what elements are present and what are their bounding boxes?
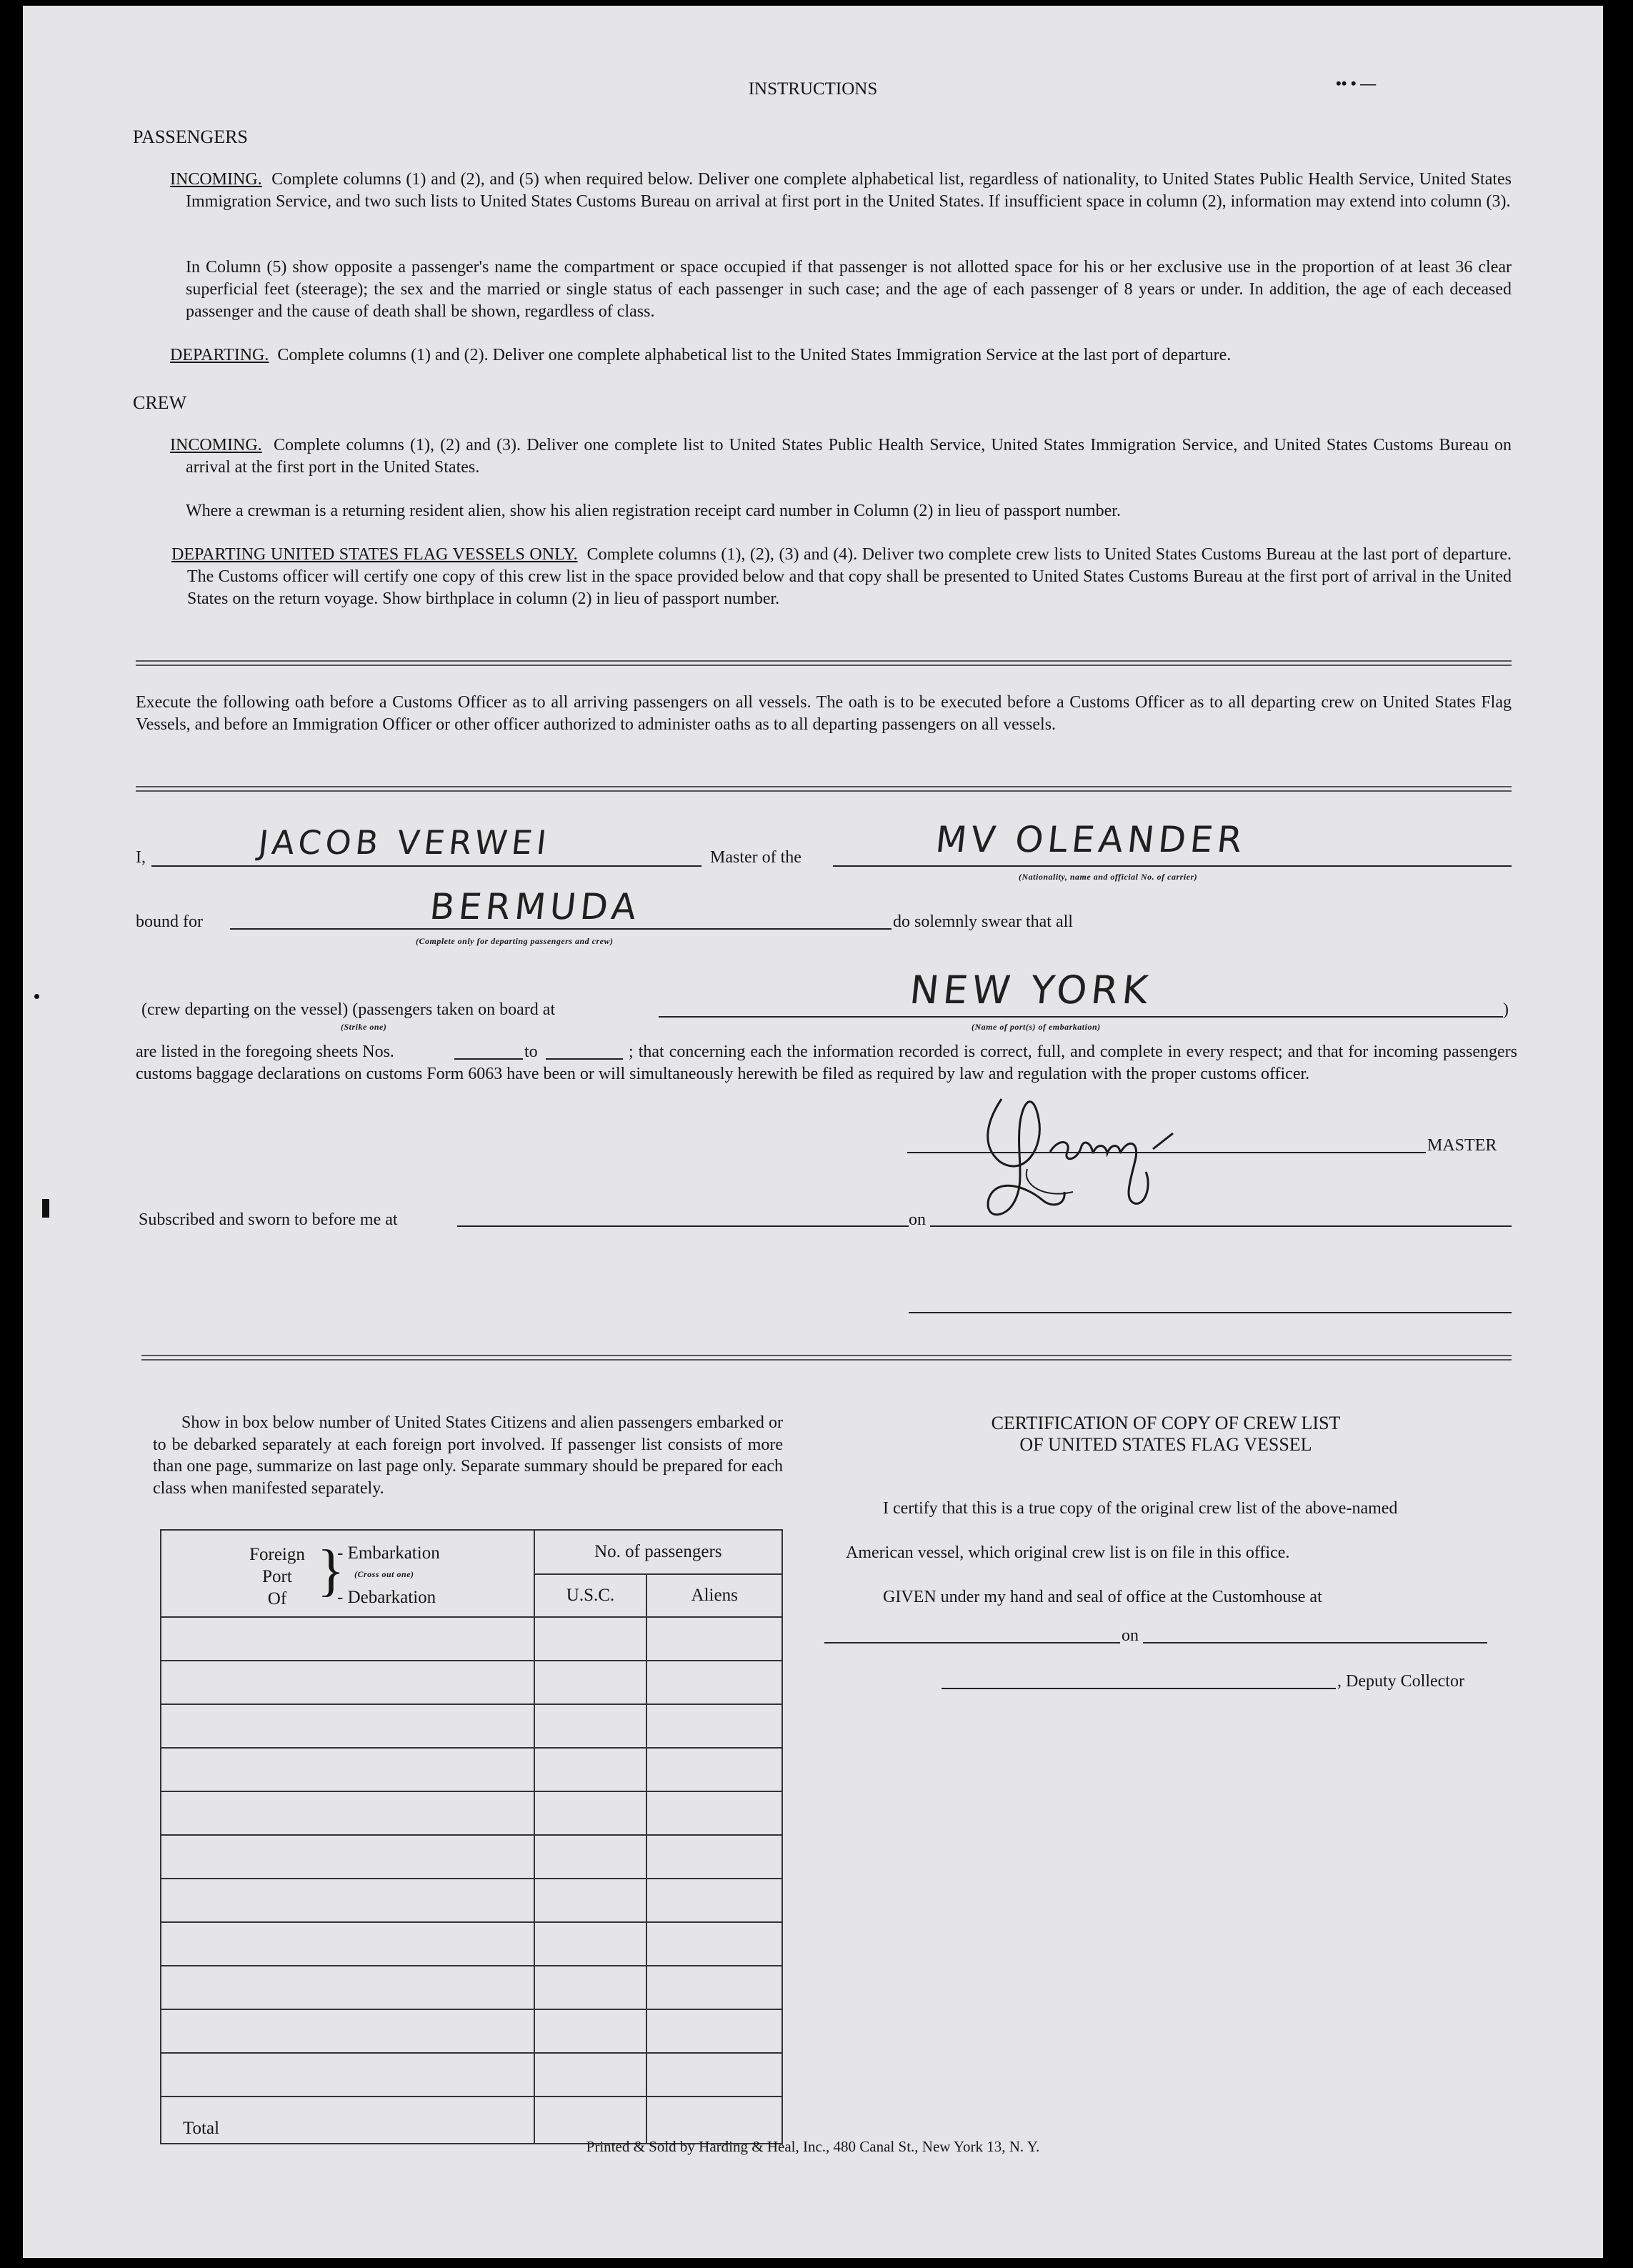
- usc-cell[interactable]: [534, 1704, 647, 1748]
- subscribed-place-line[interactable]: [457, 1225, 909, 1227]
- no-of-passengers-header: No. of passengers: [534, 1530, 782, 1574]
- usc-header: U.S.C.: [534, 1574, 647, 1617]
- aliens-total-cell[interactable]: [646, 2097, 782, 2144]
- master-name-line: [151, 865, 701, 867]
- master-name[interactable]: JACOB VERWEI: [256, 823, 553, 862]
- foreign-label: Foreign: [249, 1545, 305, 1564]
- subscribed-label: Subscribed and sworn to before me at: [139, 1210, 398, 1229]
- passengers-departing-paragraph: [170, 344, 1512, 367]
- port-cell[interactable]: [161, 1879, 534, 1922]
- crew-departing-paragraph: [171, 544, 1512, 610]
- master-label: MASTER: [1427, 1136, 1497, 1155]
- column5-paragraph: In Column (5) show opposite a passenger's name the compartment or space occupied if that passenger is not allotted space for his or her exclusive use in the proportion of at least 36 clear superficial feet (steerage); the sex and the married or single status of each passenger in such case; and the age of each passenger of 8 years or under. In addition, the age of each deceased passenger and the cause of death shall be shown, regardless of class.: [186, 258, 1512, 321]
- strike-caption: (Strike one): [341, 1022, 387, 1032]
- table-row: [161, 1791, 782, 1835]
- aliens-cell[interactable]: [646, 1791, 782, 1835]
- passengers-departing-text: Complete columns (1) and (2). Deliver one complete alphabetical list to the United States Immigration Service at the last port of departure.: [277, 346, 1232, 364]
- vessel-line: [833, 865, 1512, 867]
- usc-cell[interactable]: [534, 2009, 647, 2053]
- port-cell[interactable]: [161, 1835, 534, 1879]
- bound-caption: (Complete only for departing passengers and crew): [416, 936, 614, 946]
- usc-cell[interactable]: [534, 1661, 647, 1704]
- table-row: [161, 2053, 782, 2097]
- port-cell[interactable]: [161, 1791, 534, 1835]
- deputy-signature-line[interactable]: [942, 1688, 1336, 1689]
- port-cell[interactable]: [161, 1617, 534, 1661]
- close-paren: ): [1503, 1000, 1509, 1019]
- form-sheet: [23, 6, 1603, 2258]
- usc-cell[interactable]: [534, 1791, 647, 1835]
- debarkation-label: - Debarkation: [337, 1588, 436, 1607]
- aliens-cell[interactable]: [646, 1922, 782, 1966]
- total-label: Total: [161, 2097, 534, 2144]
- punch-mark: [34, 994, 39, 999]
- customhouse-line[interactable]: [824, 1642, 1120, 1643]
- vessel-caption: (Nationality, name and official No. of carrier): [1019, 872, 1198, 882]
- passengers-incoming-text: Complete columns (1) and (2), and (5) when required below. Deliver one complete alphabetical list, regardless of nationality, to United States Public Health Service, United States Immigration Service, and two such lists to United States Customs Bureau on arrival at first port in the United States. If insufficient space in column (2), information may extend into column (3).: [186, 170, 1512, 211]
- to-label: to: [524, 1043, 538, 1061]
- subscribed-date-line[interactable]: [930, 1225, 1512, 1227]
- table-row: [161, 1879, 782, 1922]
- embarkation-port[interactable]: NEW YORK: [907, 968, 1154, 1013]
- table-row: [161, 1617, 782, 1661]
- usc-cell[interactable]: [534, 1922, 647, 1966]
- bound-label: bound for: [136, 912, 203, 931]
- punch-mark: [42, 1199, 49, 1218]
- crew-departing-text: Complete columns (1), (2), (3) and (4). Deliver two complete crew lists to United States Customs Bureau at the last port of departure. The Customs officer will certify one copy of this crew list in the space provided below and that copy shall be presented to United States Customs Bureau at the first port of arrival in the United States on the return voyage. Show birthplace in column (2) in lieu of passport number.: [187, 545, 1512, 608]
- table-row: [161, 1704, 782, 1748]
- corner-mark: •• • —: [1336, 74, 1377, 92]
- port-cell[interactable]: [161, 1922, 534, 1966]
- aliens-cell[interactable]: [646, 1879, 782, 1922]
- crew-departing-label: DEPARTING UNITED STATES FLAG VESSELS ONLY.: [171, 545, 578, 564]
- port-cell[interactable]: [161, 1661, 534, 1704]
- swear-text: do solemnly swear that all: [893, 912, 1073, 931]
- aliens-cell[interactable]: [646, 1835, 782, 1879]
- port-caption: (Name of port(s) of embarkation): [972, 1022, 1101, 1032]
- aliens-cell[interactable]: [646, 1661, 782, 1704]
- passengers-incoming-paragraph: [170, 169, 1512, 213]
- usc-cell[interactable]: [534, 1879, 647, 1922]
- divider: [141, 1355, 1512, 1361]
- crew-incoming-paragraph: [170, 434, 1512, 479]
- sheets-label: are listed in the foregoing sheets Nos.: [136, 1043, 394, 1061]
- usc-cell[interactable]: [534, 1748, 647, 1791]
- page-title: INSTRUCTIONS: [748, 79, 878, 99]
- officer-signature-line[interactable]: [909, 1312, 1512, 1313]
- table-row: [161, 1966, 782, 2009]
- port-cell[interactable]: [161, 1704, 534, 1748]
- passengers-heading: PASSENGERS: [133, 126, 248, 147]
- embarkation-label: - Embarkation: [337, 1543, 440, 1563]
- total-row: [161, 2097, 782, 2144]
- bound-line: [230, 928, 892, 930]
- table-row: [161, 1661, 782, 1704]
- aliens-cell[interactable]: [646, 2009, 782, 2053]
- of-label: Of: [267, 1589, 287, 1608]
- aliens-cell[interactable]: [646, 1966, 782, 2009]
- crew-resident-paragraph: Where a crewman is a returning resident alien, show his alien registration receipt card number in Column (2) in lieu of passport number.: [186, 502, 1121, 520]
- certification-title-1: CERTIFICATION OF COPY OF CREW LIST: [991, 1413, 1341, 1433]
- divider: [136, 660, 1512, 666]
- crew-incoming-text: Complete columns (1), (2) and (3). Deliver one complete list to United States Public Health Service, United States Immigration Service, and United States Customs Bureau on arrival at the first port in the United States.: [186, 436, 1512, 477]
- aliens-cell[interactable]: [646, 1617, 782, 1661]
- brace-icon: }: [317, 1539, 345, 1602]
- vessel-name[interactable]: MV OLEANDER: [933, 819, 1249, 860]
- divider: [136, 786, 1512, 792]
- signature-line: [907, 1152, 1426, 1153]
- port-cell[interactable]: [161, 2009, 534, 2053]
- bound-destination[interactable]: BERMUDA: [427, 886, 643, 927]
- port-label: Port: [262, 1567, 292, 1586]
- i-label: I,: [136, 848, 146, 867]
- crew-heading: CREW: [133, 392, 187, 413]
- usc-cell[interactable]: [534, 1835, 647, 1879]
- table-row: [161, 2009, 782, 2053]
- table-row: [161, 1748, 782, 1791]
- crew-departing-text: (crew departing on the vessel) (passengers taken on board at: [141, 1000, 556, 1019]
- subscribed-on-label: on: [909, 1210, 926, 1229]
- aliens-cell[interactable]: [646, 2053, 782, 2097]
- deputy-collector-label: , Deputy Collector: [1337, 1672, 1464, 1691]
- aliens-header: Aliens: [646, 1574, 782, 1617]
- port-cell[interactable]: [161, 2053, 534, 2097]
- certification-date-line[interactable]: [1143, 1642, 1487, 1643]
- certification-title-2: OF UNITED STATES FLAG VESSEL: [1019, 1434, 1312, 1455]
- table-row: [161, 1922, 782, 1966]
- port-line: [659, 1016, 1503, 1018]
- passenger-summary-table: [160, 1529, 783, 2144]
- table-row: [161, 1835, 782, 1879]
- port-cell[interactable]: [161, 1748, 534, 1791]
- summary-instructions: Show in box below number of United States Citizens and alien passengers embarked or to be debarked separately at each foreign port involved. If passenger list consists of more than one page, summarize on last page only. Separate summary should be prepared for each class when manifested separately.: [153, 1413, 783, 1498]
- certification-text-1: I certify that this is a true copy of the original crew list of the above-named: [883, 1499, 1398, 1518]
- printer-credit: Printed & Sold by Harding & Heal, Inc., 480 Canal St., New York 13, N. Y.: [586, 2138, 1040, 2155]
- aliens-cell[interactable]: [646, 1748, 782, 1791]
- foreign-port-header: [161, 1530, 534, 1617]
- oath-intro: Execute the following oath before a Customs Officer as to all arriving passengers on all vessels. The oath is to be executed before a Customs Officer as to all departing crew on United States Flag Vessels, and before an Immigration Officer or other officer authorized to administer oaths as to all departing passengers on all vessels.: [136, 693, 1512, 734]
- crew-incoming-label: INCOMING.: [170, 436, 262, 454]
- usc-cell[interactable]: [534, 2053, 647, 2097]
- aliens-cell[interactable]: [646, 1704, 782, 1748]
- usc-total-cell[interactable]: [534, 2097, 647, 2144]
- passengers-departing-label: DEPARTING.: [170, 346, 269, 364]
- certification-on-label: on: [1122, 1626, 1139, 1645]
- cross-out-caption: (Cross out one): [354, 1569, 414, 1579]
- usc-cell[interactable]: [534, 1617, 647, 1661]
- usc-cell[interactable]: [534, 1966, 647, 2009]
- passengers-incoming-label: INCOMING.: [170, 170, 262, 189]
- master-of-label: Master of the: [710, 848, 801, 867]
- certification-text-2: American vessel, which original crew list is on file in this office.: [846, 1543, 1290, 1562]
- certification-text-3: GIVEN under my hand and seal of office at the Customhouse at: [883, 1588, 1322, 1606]
- port-cell[interactable]: [161, 1966, 534, 2009]
- oath-statement: ; that concerning each the information recorded is correct, full, and complete in every respect; and that for incoming passengers customs baggage declarations on customs Form 6063 have been or will simultaneously herewith be filed as required by law and regulation with the proper customs officer.: [136, 1043, 1517, 1083]
